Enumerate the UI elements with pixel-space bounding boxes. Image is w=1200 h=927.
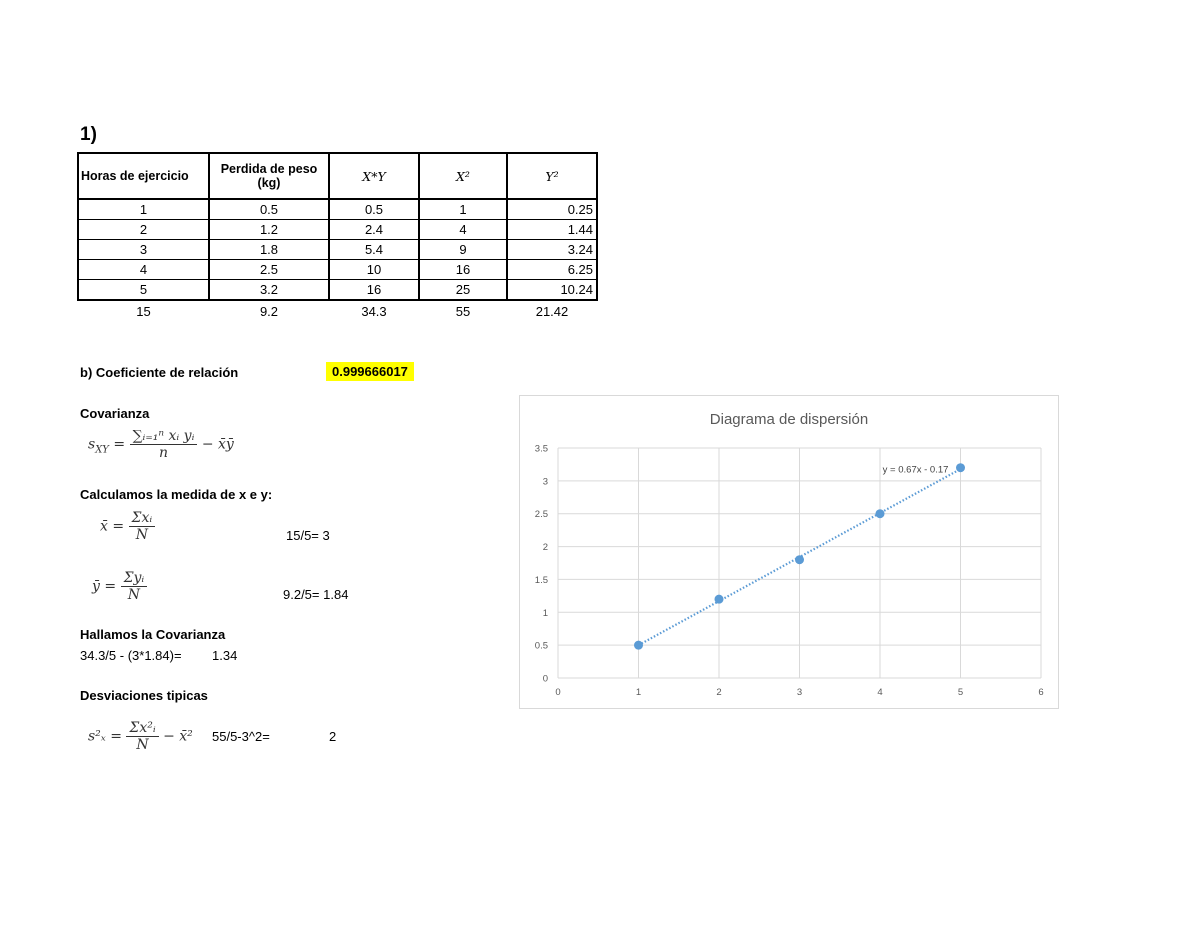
y-tick-label: 0.5 bbox=[534, 640, 548, 652]
table-cell: 1 bbox=[419, 199, 507, 220]
scatter-chart bbox=[519, 395, 1059, 709]
formula-x-num: Σxᵢ bbox=[129, 510, 156, 527]
formula-y-mean bbox=[92, 570, 147, 603]
formula-y-frac bbox=[121, 570, 148, 603]
formula-cov-den: n bbox=[158, 445, 168, 461]
data-point bbox=[634, 641, 643, 650]
table-cell: 2.5 bbox=[209, 260, 329, 280]
x-tick-label: 3 bbox=[796, 687, 803, 698]
table-cell: 1.44 bbox=[507, 220, 597, 240]
data-point bbox=[715, 595, 724, 604]
table-cell: 3.24 bbox=[507, 240, 597, 260]
formula-cov-tail: − x̄ȳ bbox=[201, 436, 234, 453]
cov-calc-expr: 34.3/5 - (3*1.84)= bbox=[80, 648, 182, 663]
x-tick-label: 2 bbox=[716, 687, 722, 698]
formula-y-num: Σyᵢ bbox=[121, 570, 148, 587]
data-table bbox=[77, 152, 598, 321]
formula-x-mean bbox=[100, 510, 155, 543]
table-cell: 2.4 bbox=[329, 220, 419, 240]
y-tick-label: 2 bbox=[542, 542, 548, 554]
y-tick-label: 2.5 bbox=[534, 509, 548, 521]
x-tick-label: 5 bbox=[957, 687, 964, 698]
table-cell: 1 bbox=[78, 199, 209, 220]
table-cell: 5.4 bbox=[329, 240, 419, 260]
table-cell: 3 bbox=[78, 240, 209, 260]
formula-cov-lhs: s bbox=[88, 436, 96, 453]
table-cell: 3.2 bbox=[209, 280, 329, 301]
formula-covarianza bbox=[88, 428, 234, 461]
formula-cov-num: ∑ᵢ₌₁ⁿ xᵢ yᵢ bbox=[130, 428, 198, 445]
x-tick-label: 0 bbox=[555, 687, 561, 698]
y-tick-label: 0 bbox=[542, 673, 548, 685]
table-row bbox=[78, 280, 597, 301]
x-mean-result: 15/5= 3 bbox=[286, 528, 330, 543]
chart-title: Diagrama de dispersión bbox=[709, 411, 869, 428]
table-cell: 4 bbox=[419, 220, 507, 240]
formula-x-den: N bbox=[135, 527, 148, 543]
trendline-equation: y = 0.67x - 0.17 bbox=[882, 464, 949, 476]
formula-cov-frac bbox=[130, 428, 198, 461]
totals-row bbox=[78, 300, 597, 321]
table-cell: 0.5 bbox=[209, 199, 329, 220]
header-horas: Horas de ejercicio bbox=[78, 153, 209, 199]
data-point bbox=[795, 555, 804, 564]
formula-cov-sub: XY bbox=[95, 444, 109, 456]
formula-x-frac bbox=[129, 510, 156, 543]
formula-x-eq: = bbox=[112, 518, 125, 535]
formula-sx-frac bbox=[126, 720, 158, 753]
table-row bbox=[78, 260, 597, 280]
y-tick-label: 1 bbox=[542, 607, 548, 619]
header-y2: Y² bbox=[507, 153, 597, 199]
table-cell: 4 bbox=[78, 260, 209, 280]
header-perdida-line1: Perdida de peso bbox=[220, 162, 318, 176]
table-row bbox=[78, 199, 597, 220]
header-x2: X² bbox=[419, 153, 507, 199]
data-point bbox=[876, 509, 885, 518]
table-row bbox=[78, 240, 597, 260]
formula-y-lhs: ȳ bbox=[92, 578, 100, 595]
y-mean-result: 9.2/5= 1.84 bbox=[283, 587, 349, 602]
sx-value: 2 bbox=[329, 729, 337, 744]
table-cell: 25 bbox=[419, 280, 507, 301]
desv-label: Desviaciones tipicas bbox=[80, 688, 208, 703]
formula-sx bbox=[88, 720, 193, 753]
media-label: Calculamos la medida de x e y: bbox=[80, 487, 273, 502]
y-tick-label: 3.5 bbox=[534, 443, 548, 455]
x-tick-label: 6 bbox=[1038, 687, 1044, 698]
table-cell: 6.25 bbox=[507, 260, 597, 280]
formula-sx-num: Σx²ᵢ bbox=[126, 720, 158, 737]
table-cell: 16 bbox=[419, 260, 507, 280]
table-row bbox=[78, 220, 597, 240]
x-tick-label: 4 bbox=[877, 687, 883, 698]
cov-calc-value: 1.34 bbox=[212, 648, 238, 663]
table-cell: 16 bbox=[329, 280, 419, 301]
table-cell: 0.25 bbox=[507, 199, 597, 220]
coef-label: b) Coeficiente de relación bbox=[80, 365, 239, 380]
x-tick-label: 1 bbox=[635, 687, 642, 698]
coef-value: 0.999666017 bbox=[326, 362, 414, 381]
formula-x-lhs: x̄ bbox=[100, 518, 108, 535]
covarianza-label: Covarianza bbox=[80, 406, 150, 421]
table-cell: 9 bbox=[419, 240, 507, 260]
formula-y-den: N bbox=[127, 587, 140, 603]
data-point bbox=[956, 463, 965, 472]
section-heading: 1) bbox=[80, 124, 97, 145]
header-perdida-line2: (kg) bbox=[257, 176, 281, 190]
scatter-chart-svg bbox=[520, 396, 1058, 708]
y-tick-label: 1.5 bbox=[534, 574, 548, 586]
formula-sx-den: N bbox=[136, 737, 149, 753]
table-cell: 10 bbox=[329, 260, 419, 280]
table-cell: 2 bbox=[78, 220, 209, 240]
table-cell: 0.5 bbox=[329, 199, 419, 220]
formula-cov-eq: = bbox=[113, 436, 126, 453]
table-cell: 1.8 bbox=[209, 240, 329, 260]
hallamos-label: Hallamos la Covarianza bbox=[80, 627, 226, 642]
table-cell: 10.24 bbox=[507, 280, 597, 301]
header-perdida bbox=[209, 153, 329, 199]
total-cell: 55 bbox=[455, 303, 471, 319]
formula-sx-tail: − x̄² bbox=[163, 728, 193, 745]
table-header-row bbox=[78, 153, 597, 199]
total-cell: 34.3 bbox=[361, 303, 387, 319]
total-cell: 15 bbox=[136, 303, 151, 319]
formula-y-eq: = bbox=[104, 578, 117, 595]
sx-expr: 55/5-3^2= bbox=[212, 729, 270, 744]
y-tick-label: 3 bbox=[542, 476, 548, 488]
formula-sx-lhs: s²ₓ bbox=[88, 728, 106, 745]
total-cell: 9.2 bbox=[259, 303, 279, 319]
table-cell: 5 bbox=[78, 280, 209, 301]
formula-sx-eq: = bbox=[110, 728, 122, 745]
table-cell: 1.2 bbox=[209, 220, 329, 240]
total-cell: 21.42 bbox=[535, 303, 569, 319]
header-xy: X*Y bbox=[329, 153, 419, 199]
